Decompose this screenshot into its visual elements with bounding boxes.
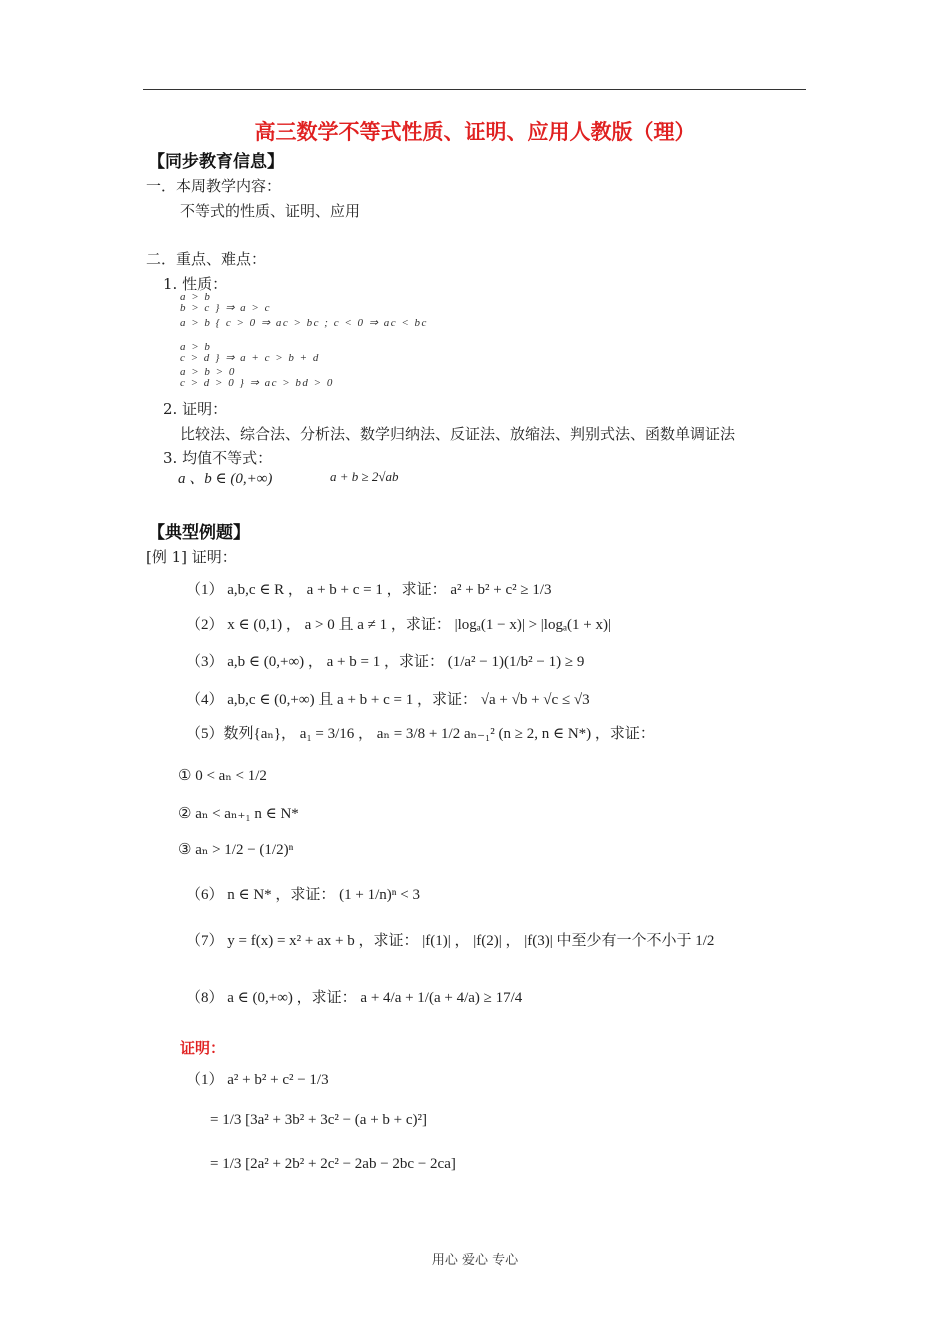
item1-label: 一．本周教学内容： (146, 177, 282, 195)
proof-line-2: = 1/3 [3a² + 3b² + 3c² − (a + b + c)²] (210, 1112, 428, 1128)
property-positive-multiply: a > b > 0 c > d > 0 } ⇒ ac > bd > 0 (180, 366, 334, 389)
section-heading-sync-info: 【同步教育信息】 (148, 152, 284, 172)
problem-5-part-1: ① 0 < aₙ < 1/2 (178, 768, 267, 784)
page-footer: 用心 爱心 专心 (431, 1253, 519, 1268)
sub3-mean-inequality: 3. 均值不等式： (163, 449, 273, 467)
problem-7: （7） y = f(x) = x² + ax + b ，求证： |f(1)| ， |f(2)| ， |f(3)| 中至少有一个不小于 1/2 (186, 933, 715, 949)
mean-condition: a 、b ∈ (0,+∞) (178, 471, 273, 487)
sub2-proof-methods: 2. 证明： (163, 400, 228, 418)
property-add: a > b c > d } ⇒ a + c > b + d (180, 341, 320, 364)
property-transitive: a > b b > c } ⇒ a > c (180, 291, 271, 314)
problem-2: （2） x ∈ (0,1) ， a > 0 且 a ≠ 1 ，求证： |logₐ(1 − x)| > |logₐ(1 + x)| (186, 617, 612, 633)
methods-text: 比较法、综合法、分析法、数学归纳法、反证法、放缩法、判别式法、函数单调证法 (180, 425, 736, 443)
problem-1: （1） a,b,c ∈ R ， a + b + c = 1 ，求证： a² + b² + c² ≥ 1/3 (186, 582, 552, 598)
item2-label: 二．重点、难点： (146, 250, 267, 268)
example1-label: [例 1] 证明： (146, 548, 237, 566)
mean-inequality: a + b ≥ 2√ab (330, 469, 399, 484)
proof-line-1: （1） a² + b² + c² − 1/3 (186, 1072, 329, 1088)
proof-label: 证明： (180, 1039, 226, 1057)
problem-3: （3） a,b ∈ (0,+∞) ， a + b = 1 ，求证： (1/a² − 1)(1/b² − 1) ≥ 9 (186, 654, 585, 670)
problem-6: （6） n ∈ N* ，求证： (1 + 1/n)ⁿ < 3 (186, 887, 420, 903)
problem-5: （5）数列{aₙ}， a₁ = 3/16 ， aₙ = 3/8 + 1/2 aₙ₋₁² (n ≥ 2, n ∈ N*) ，求证： (186, 726, 655, 742)
doc-title: 高三数学不等式性质、证明、应用人教版（理） (254, 119, 696, 144)
top-rule (143, 89, 806, 90)
proof-line-3: = 1/3 [2a² + 2b² + 2c² − 2ab − 2bc − 2ca] (210, 1156, 456, 1172)
problem-5-part-2: ② aₙ < aₙ₊₁ n ∈ N* (178, 806, 299, 822)
property-multiply: a > b { c > 0 ⇒ ac > bc ; c < 0 ⇒ ac < bc (180, 317, 428, 329)
problem-8: （8） a ∈ (0,+∞) ，求证： a + 4/a + 1/(a + 4/a) ≥ 17/4 (186, 990, 523, 1006)
item1-text: 不等式的性质、证明、应用 (180, 202, 361, 220)
section-heading-examples: 【典型例题】 (148, 523, 250, 543)
sub1-properties: 1. 性质： (163, 275, 228, 293)
problem-5-part-3: ③ aₙ > 1/2 − (1/2)ⁿ (178, 842, 294, 858)
problem-4: （4） a,b,c ∈ (0,+∞) 且 a + b + c = 1 ，求证： √a + √b + √c ≤ √3 (186, 692, 590, 708)
